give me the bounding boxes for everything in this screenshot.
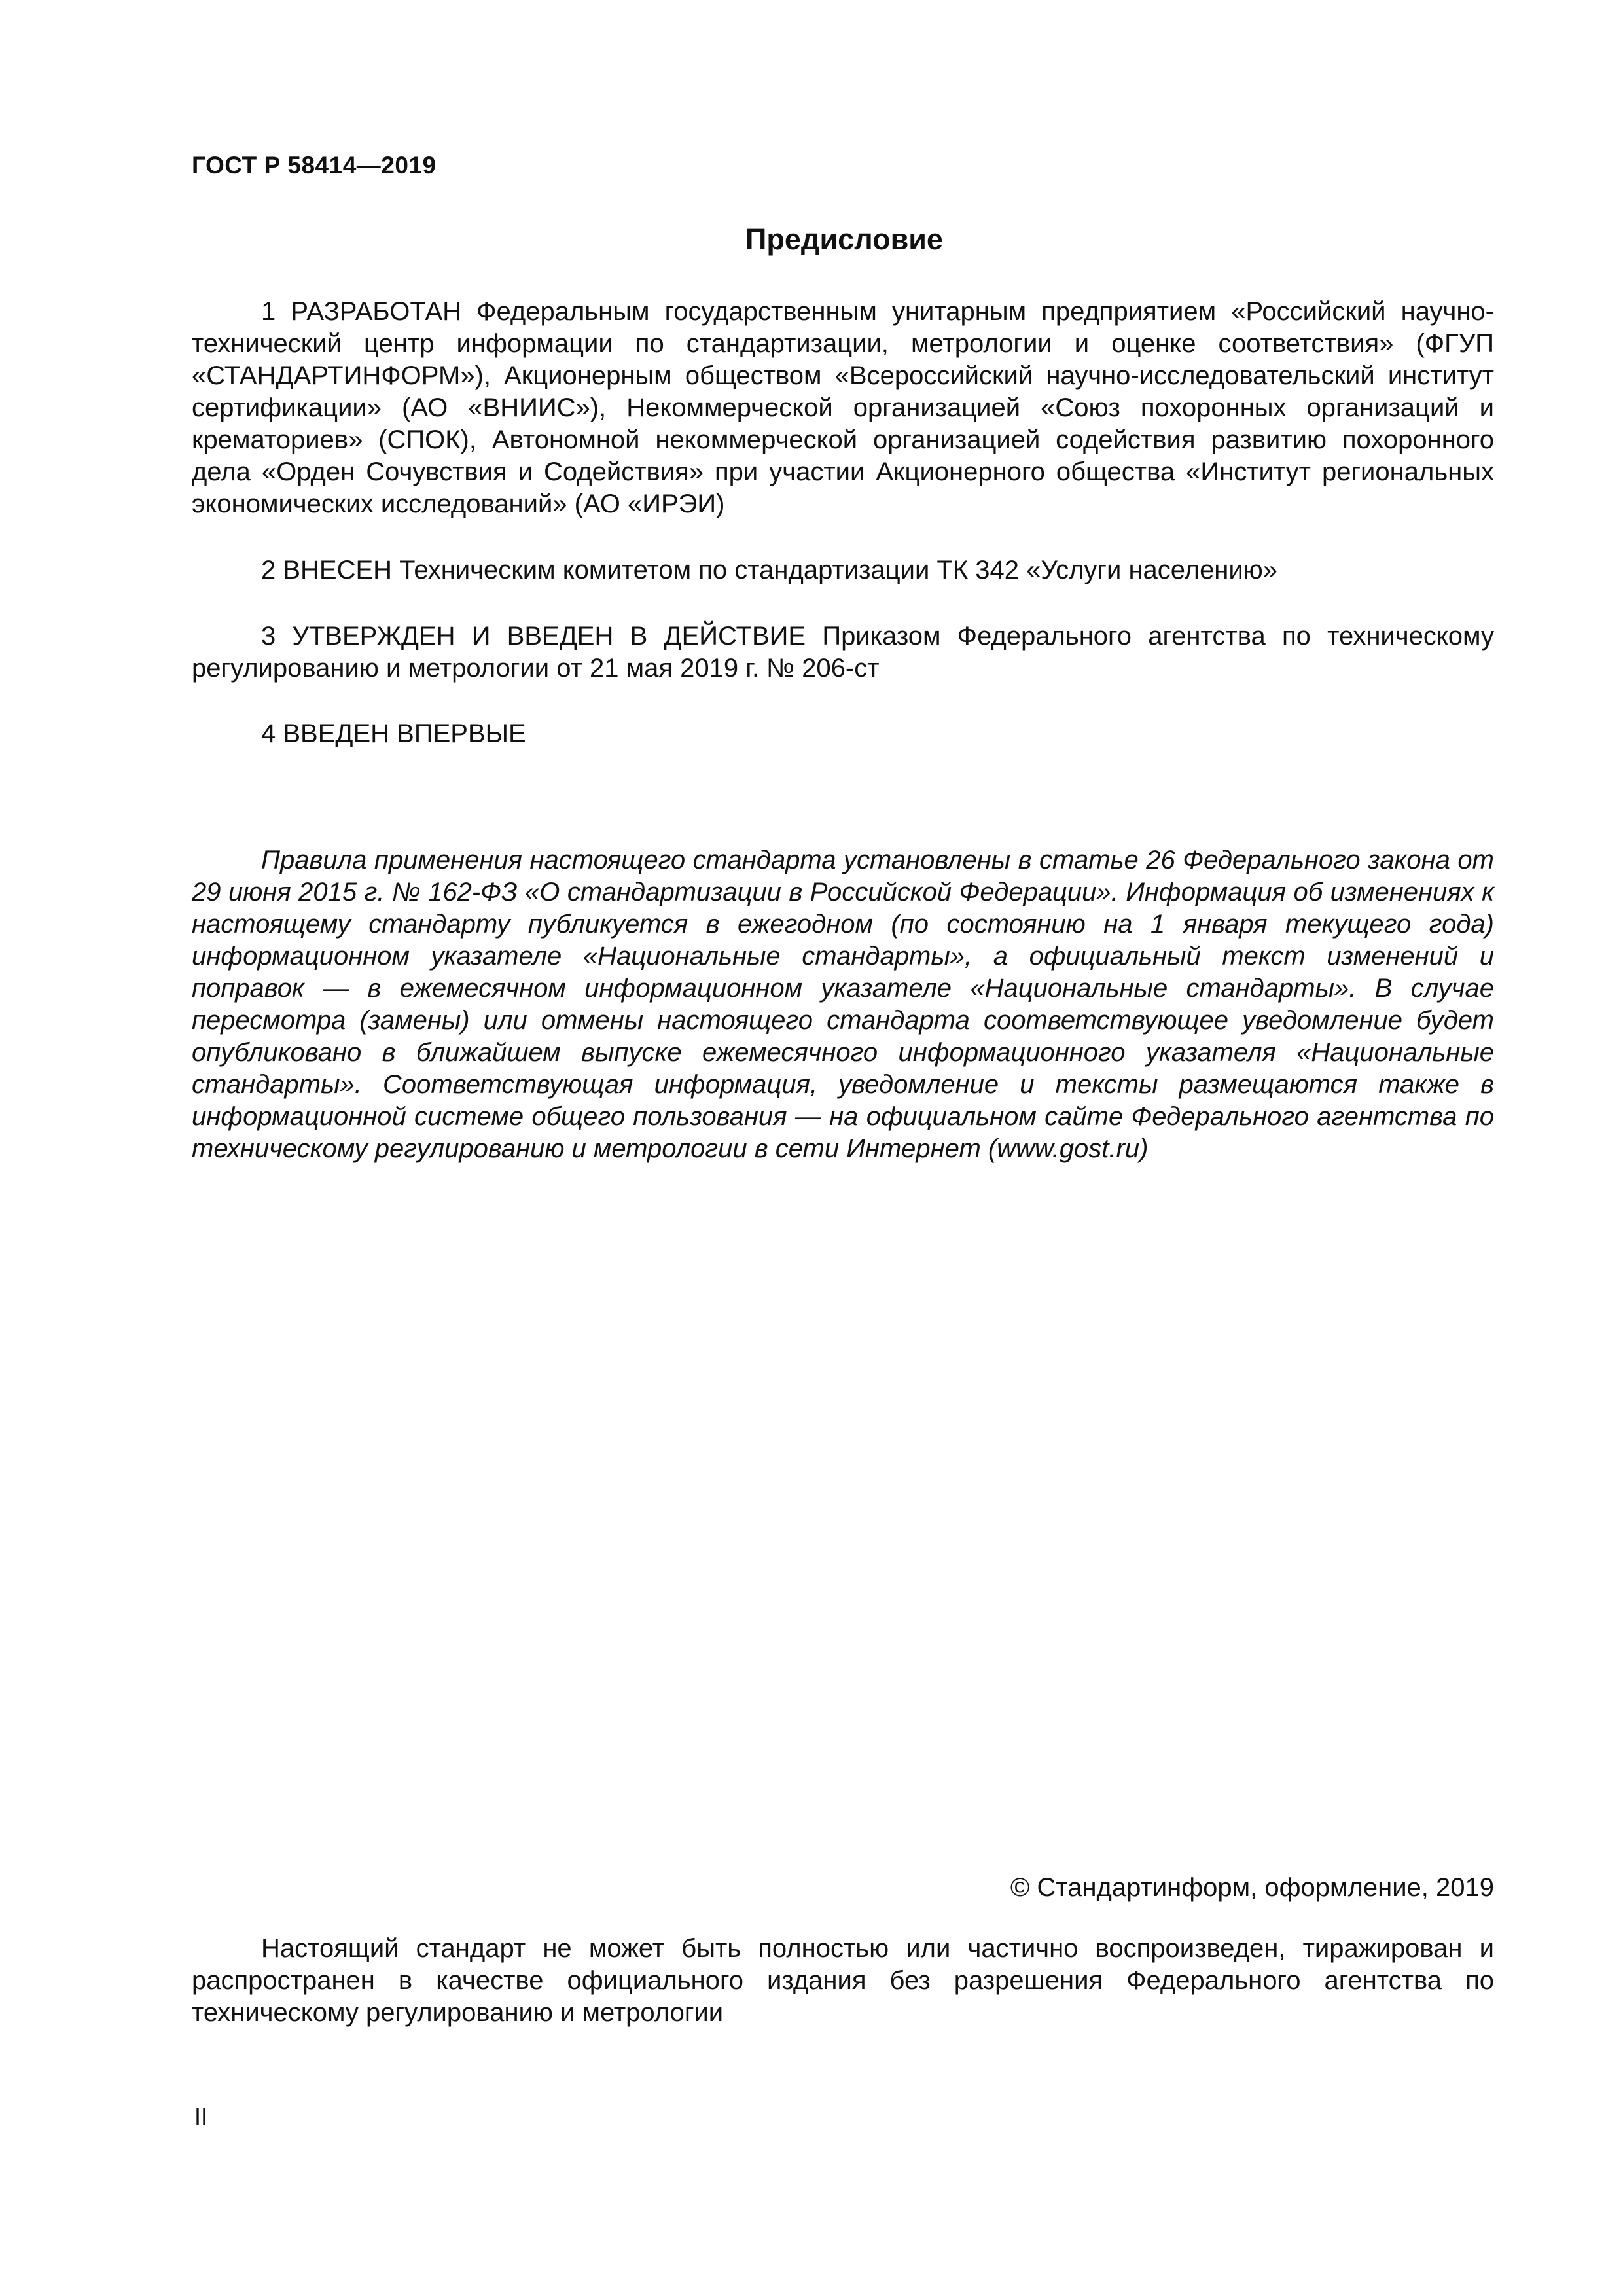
foreword-paragraph-introduced-by: 2 ВНЕСЕН Техническим комитетом по стандартизации ТК 342 «Услуги населению» [261, 556, 1277, 584]
page-number: II [194, 2103, 208, 2130]
foreword-paragraph-first-introduced: 4 ВВЕДЕН ВПЕРВЫЕ [261, 719, 526, 748]
reproduction-notice: Настоящий стандарт не может быть полностью или частично воспроизведен, тиражирован и распространен в качестве официального издания без разрешения Федерального агентства по техническому регулированию и метрологии [192, 1934, 1494, 2027]
section-title: Предисловие [745, 223, 943, 256]
foreword-paragraph-approved: 3 УТВЕРЖДЕН И ВВЕДЕН В ДЕЙСТВИЕ Приказом Федерального агентства по техническому регулированию и метрологии от 21 мая 2019 г. № 206-ст [192, 622, 1494, 683]
document-code-header: ГОСТ Р 58414—2019 [192, 152, 437, 179]
foreword-paragraph-developed-by: 1 РАЗРАБОТАН Федеральным государственным унитарным предприятием «Российский научно-технический центр информации по стандартизации, метрологии и оценке соответствия» (ФГУП «СТАНДАРТИНФОРМ»), Акционерным обществом «Всероссийский научно-исследовательский институт сертификации» (АО «ВНИИС»), Некоммерческой организацией «Союз похоронных организаций и крематориев» (СПОК), Автономной некоммерческой организацией содействия развитию похоронного дела «Орден Сочувствия и Содействия» при участии Акционерного общества «Институт региональных экономических исследований» (АО «ИРЭИ) [192, 297, 1494, 518]
copyright-line: © Стандартинформ, оформление, 2019 [1010, 1873, 1494, 1902]
standard-application-rules-note: Правила применения настоящего стандарта установлены в статье 26 Федерального закона от 29 июня 2015 г. № 162-ФЗ «О стандартизации в Российской Федерации». Информация об изменениях к настоящему стандарту публикуется в ежегодном (по состоянию на 1 января текущего года) информационном указателе «Национальные стандарты», а официальный текст изменений и поправок — в ежемесячном информационном указателе «Национальные стандарты». В случае пересмотра (замены) или отмены настоящего стандарта соответствующее уведомление будет опубликовано в ближайшем выпуске ежемесячного информационного указателя «Национальные стандарты». Соответствующая информация, уведомление и тексты размещаются также в информационной системе общего пользования — на официальном сайте Федерального агентства по техническому регулированию и метрологии в сети Интернет (www.gost.ru) [192, 846, 1494, 1163]
